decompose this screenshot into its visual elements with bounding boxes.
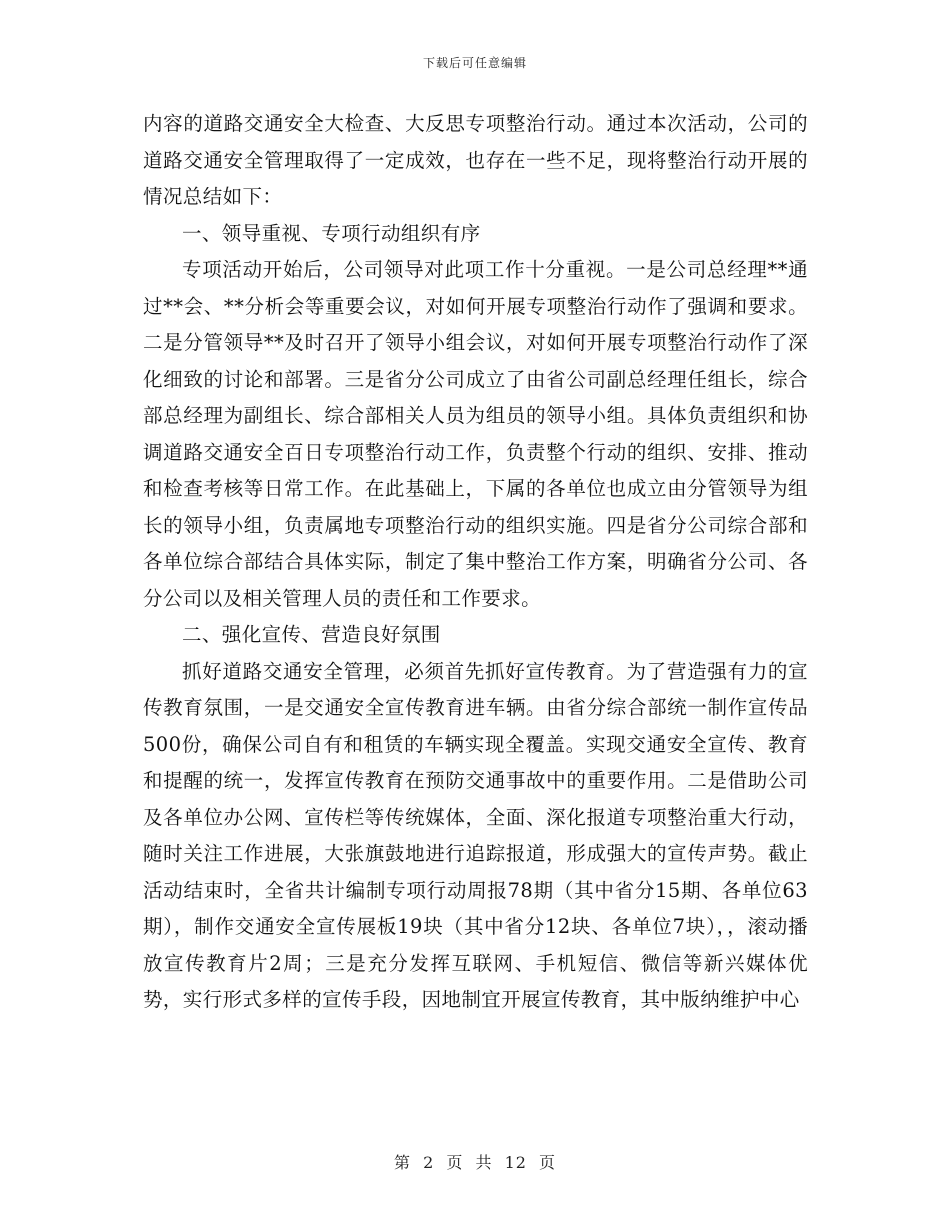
body-text xyxy=(143,106,808,1019)
footer-label-mid: 页 xyxy=(446,1153,464,1172)
footer-total-pages: 12 xyxy=(504,1153,527,1172)
header-note: 下载后可任意编辑 xyxy=(422,56,527,70)
section-heading-2: 二、强化宣传、营造良好氛围 xyxy=(182,623,441,646)
paragraph-intro: 内容的道路交通安全大检查、大反思专项整治行动。通过本次活动，公司的道路交通安全管理取得了一定成效，也存在一些不足，现将整治行动开展的情况总结如下： xyxy=(143,112,808,208)
page-footer xyxy=(0,1150,950,1173)
footer-label-total-prefix: 共 xyxy=(475,1153,493,1172)
footer-label-suffix: 页 xyxy=(539,1153,557,1172)
footer-label-prefix: 第 xyxy=(393,1153,411,1172)
footer-page-number: 2 xyxy=(423,1153,435,1172)
paragraph-section-2: 抓好道路交通安全管理，必须首先抓好宣传教育。为了营造强有力的宣传教育氛围，一是交通安全宣传教育进车辆。由省分综合部统一制作宣传品500份，确保公司自有和租赁的车辆实现全覆盖。实现交通安全宣传、教育和提醒的统一，发挥宣传教育在预防交通事故中的重要作用。二是借助公司及各单位办公网、宣传栏等传统媒体，全面、深化报道专项整治重大行动，随时关注工作进展，大张旗鼓地进行追踪报道，形成强大的宣传声势。截止活动结束时，全省共计编制专项行动周报78期（其中省分15期、各单位63期），制作交通安全宣传展板19块（其中省分12块、各单位7块），，滚动播放宣传教育片2周；三是充分发挥互联网、手机短信、微信等新兴媒体优势，实行形式多样的宣传手段，因地制宜开展宣传教育，其中版纳维护中心 xyxy=(143,659,808,1011)
paragraph-section-1: 专项活动开始后，公司领导对此项工作十分重视。一是公司总经理**通过**会、**分析会等重要会议，对如何开展专项整治行动作了强调和要求。二是分管领导**及时召开了领导小组会议，对如何开展专项整治行动作了深化细致的讨论和部署。三是省分公司成立了由省公司副总经理任组长，综合部总经理为副组长、综合部相关人员为组员的领导小组。具体负责组织和协调道路交通安全百日专项整治行动工作，负责整个行动的组织、安排、推动和检查考核等日常工作。在此基础上，下属的各单位也成立由分管领导为组长的领导小组，负责属地专项整治行动的组织实施。四是省分公司综合部和各单位综合部结合具体实际，制定了集中整治工作方案，明确省分公司、各分公司以及相关管理人员的责任和工作要求。 xyxy=(143,258,808,610)
section-heading-1: 一、领导重视、专项行动组织有序 xyxy=(182,221,481,245)
